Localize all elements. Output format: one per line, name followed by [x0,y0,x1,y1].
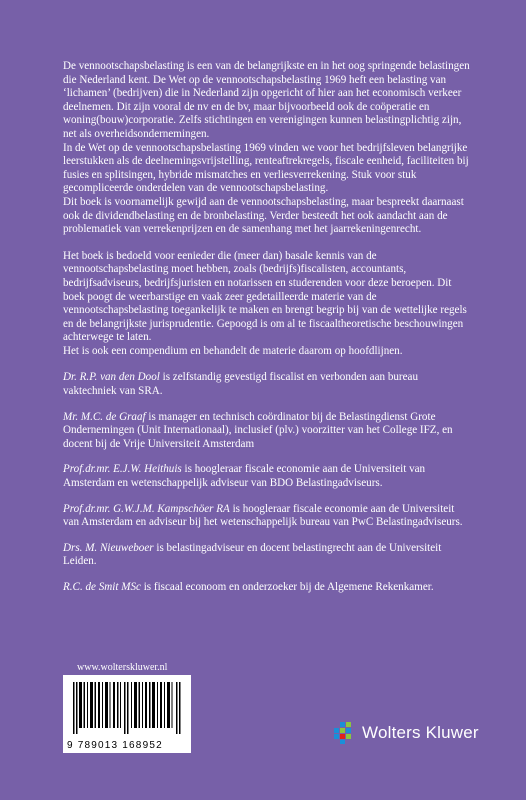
barcode-bars [73,682,181,734]
author-description: is fiscaal econoom en onderzoeker bij de Algemene Rekenkamer. [140,581,434,593]
author-name: Dr. R.P. van den Dool [63,371,160,384]
author-name: R.C. de Smit MSc [63,581,141,593]
intro-paragraph: Dit boek is voornamelijk gewijd aan de vennootschapsbelasting, maar bespreekt daarnaast ook de dividendbelasting en de bronbelasting. Verder besteedt het ook aandacht aan de problematiek van verrekenprijzen en de samenhang met het jaarrekeningenrecht. [63,195,464,236]
footer [63,657,167,675]
intro-paragraph: De vennootschapsbelasting is een van de belangrijkste en in het oog springende belastingen die Nederland kent. De Wet op de vennootschapsbelasting 1969 heft een belasting van ‘lichamen’ (bedrijven) die in Nederland zijn opgericht of hier aan het economisch verkeer deelnemen. Dit zijn vooral de nv en de bv, maar bijvoorbeeld ook de coöperatie en woning(bouw)corporatie. Zelfs stichtingen en verenigingen kunnen belastingplichtig zijn, net als overheidsondernemingen. [63,60,470,140]
author-bio [63,463,473,490]
author-bio [63,371,473,398]
author-description: is hoogleraar fiscale economie aan de Universiteit van Amsterdam en adviseur bij het wetenschappelijk bureau van PwC Belastingadviseurs. [63,502,463,529]
audience-paragraph: Het boek is bedoeld voor eenieder die (meer dan) basale kennis van de vennootschapsbelasting moet hebben, zoals (bedrijfs)fiscalisten, accountants, bedrijfsadviseurs, bedrijfsjuristen en notarissen en studerenden voor deze beroepen. Dit boek poogt de weerbarstige en vaak zeer gedetailleerde materie van de vennootschapsbelasting toegankelijk te maken en brengt begrip bij van de wettelijke regels en de belangrijkste jurisprudentie. Gepoogd is om al te fiscaaltheoretische beschouwingen achterwege te laten. [63,249,467,344]
publisher-name: Wolters Kluwer [362,723,479,742]
author-name: Prof.dr.mr. E.J.W. Heithuis [63,463,182,476]
isbn-barcode [63,675,191,753]
intro-paragraph: In de Wet op de vennootschapsbelasting 1969 vinden we voor het bedrijfsleven belangrijke leerstukken als de deelnemingsvrijstelling, renteaftrekregels, fiscale eenheid, faciliteiten bij fusies en splitsingen, hybride mismatches en verliesverrekening. Stuk voor stuk gecompliceerde onderdelen van de vennootschapsbelasting. [63,141,469,195]
author-bio [63,503,473,530]
author-description: is zelfstandig gevestigd fiscalist en verbonden aan bureau vaktechniek van SRA. [63,371,419,398]
author-name: Mr. M.C. de Graaf [63,410,146,423]
publisher-website[interactable]: www.wolterskluwer.nl [77,662,168,673]
author-description: is hoogleraar fiscale economie aan de Universiteit van Amsterdam en wetenschappelijk adviseur van BDO Belastingadviseurs. [63,463,426,490]
author-name: Drs. M. Nieuweboer [63,541,154,554]
author-name: Prof.dr.mr. G.W.J.M. Kampschöer RA [63,502,230,515]
isbn-number: 9 789013 168952 [67,740,163,751]
wolters-kluwer-logo-icon [334,722,356,744]
blurb [63,60,473,595]
author-bio [63,542,473,569]
author-description: is belastingadviseur en docent belastingrecht aan de Universiteit Leiden. [63,541,442,568]
author-description: is manager en technisch coördinator bij de Belastingdienst Grote Ondernemingen (Unit Internationaal), inclusief (plv.) voorzitter van het College IFZ, en docent bij de Vrije Universiteit Amsterdam [63,410,453,450]
author-bio [63,411,473,452]
publisher-logo [334,722,479,744]
author-bio [63,581,473,595]
audience-paragraph: Het is ook een compendium en behandelt de materie daarom op hoofdlijnen. [63,344,403,357]
